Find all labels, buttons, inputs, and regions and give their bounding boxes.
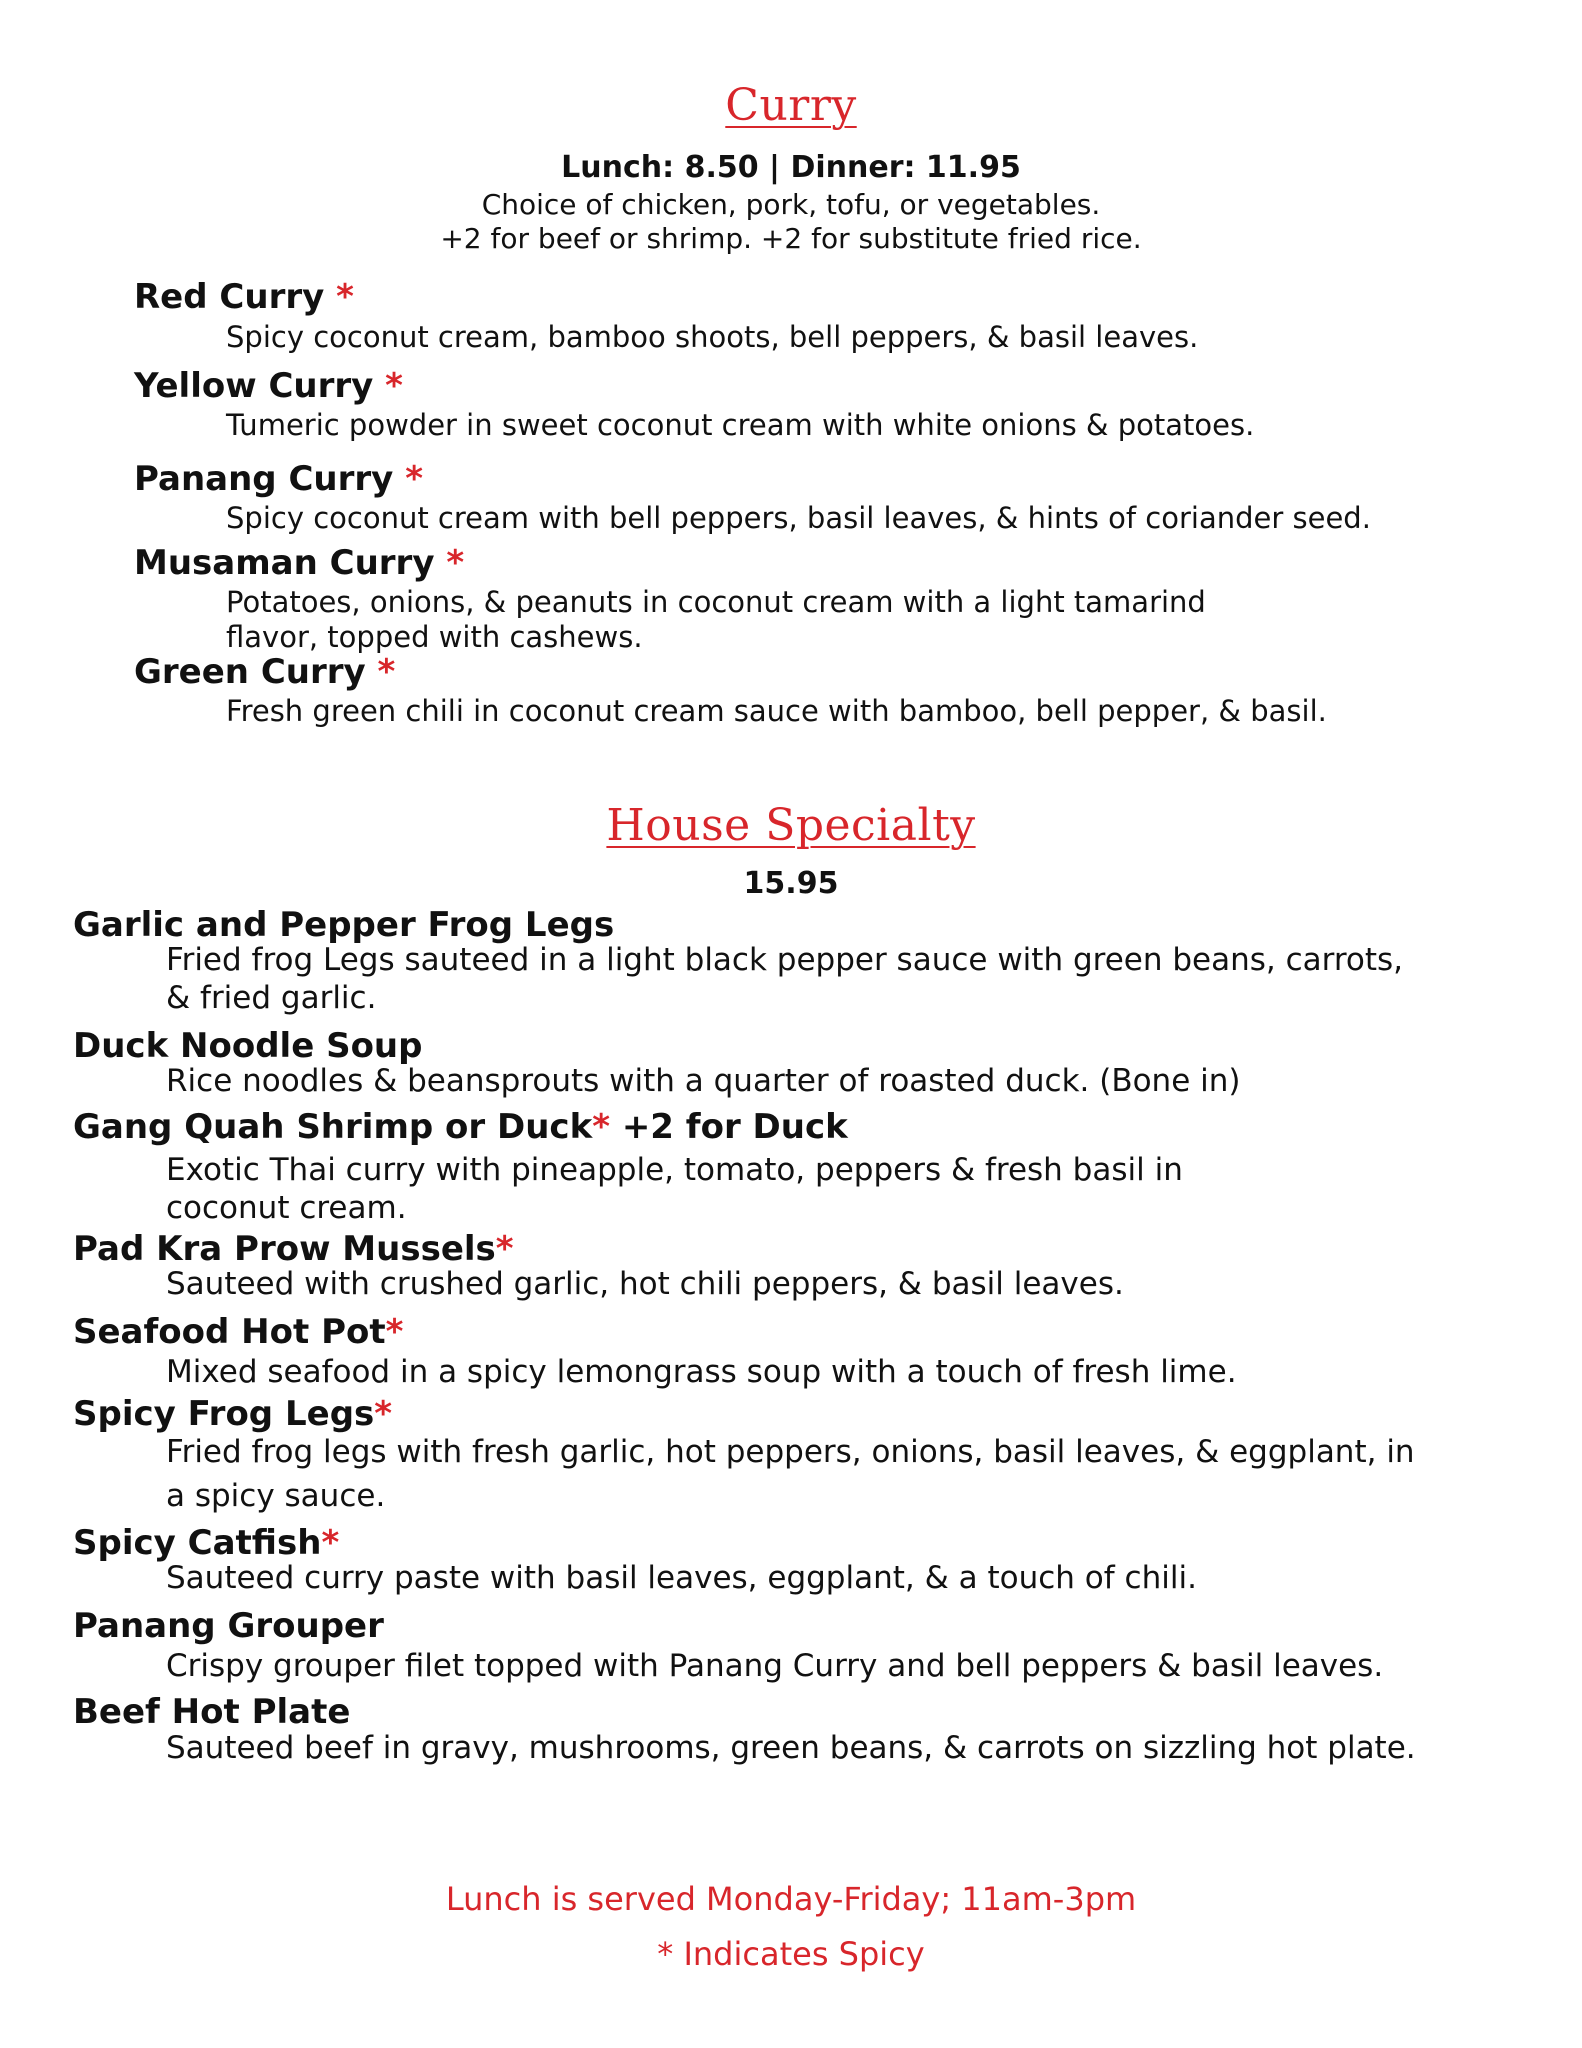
item-description: Fried frog Legs sauteed in a light black pepper sauce with green beans, carrots, [166,942,1404,978]
spicy-marker: * [374,1394,393,1434]
item-description: Fried frog legs with fresh garlic, hot peppers, onions, basil leaves, & eggplant, in [166,1434,1415,1470]
spicy-marker: * [336,277,354,317]
item-description: Crispy grouper filet topped with Panang Curry and bell peppers & basil leaves. [166,1648,1384,1684]
item-description: Potatoes, onions, & peanuts in coconut cream with a light tamarind [226,585,1206,619]
menu-item-panang-curry [134,459,423,499]
menu-item-duck-noodle-soup [73,1026,422,1066]
item-description: Fresh green chili in coconut cream sauce with bamboo, bell pepper, & basil. [226,694,1327,728]
house-specialty-price: 15.95 [743,866,839,901]
item-description-continued: coconut cream. [166,1190,407,1226]
menu-item-yellow-curry [134,366,403,406]
item-description: Sauteed beef in gravy, mushrooms, green beans, & carrots on sizzling hot plate. [166,1730,1416,1766]
spicy-marker: * [377,652,396,692]
spicy-legend: * Indicates Spicy [657,1935,925,1973]
item-name: Seafood Hot Pot [73,1312,386,1352]
item-name: Garlic and Pepper Frog Legs [73,905,615,945]
item-price-addon: +2 for Duck [609,1107,848,1147]
menu-item-spicy-frog-legs [73,1394,392,1434]
item-name: Gang Quah Shrimp or Duck [73,1107,593,1147]
spicy-marker: * [321,1523,340,1563]
item-name: Pad Kra Prow Mussels [73,1229,496,1269]
curry-section-title: Curry [725,80,857,131]
item-description-continued: a spicy sauce. [166,1478,386,1514]
item-name: Yellow Curry [134,366,374,406]
spicy-marker: * [405,459,423,499]
spicy-marker: * [446,543,465,583]
item-name: Panang Grouper [73,1606,384,1646]
item-name: Green Curry [134,652,366,692]
item-description: Sauteed curry paste with basil leaves, eggplant, & a touch of chili. [166,1560,1197,1596]
curry-choice-note: Choice of chicken, pork, tofu, or vegetables. [481,188,1101,221]
spicy-marker: * [592,1107,610,1147]
menu-item-panang-grouper [73,1606,384,1646]
curry-extras-note: +2 for beef or shrimp. +2 for substitute fried rice. [440,222,1142,255]
menu-item-gang-quah [73,1107,848,1147]
item-description: Tumeric powder in sweet coconut cream with white onions & potatoes. [226,408,1255,442]
menu-item-pad-kra-prow-mussels [73,1229,514,1269]
menu-item-green-curry [134,652,395,692]
menu-item-garlic-pepper-frog-legs [73,905,614,945]
curry-price: Lunch: 8.50 | Dinner: 11.95 [561,150,1021,185]
item-name: Duck Noodle Soup [73,1026,423,1066]
item-description-continued: & fried garlic. [166,980,377,1016]
item-name: Musaman Curry [134,543,435,583]
item-name: Spicy Catfish [73,1523,322,1563]
item-name: Beef Hot Plate [73,1692,351,1732]
house-specialty-section-title: House Specialty [606,800,976,851]
spicy-marker: * [385,366,403,406]
spicy-marker: * [385,1312,404,1352]
item-name: Panang Curry [134,459,394,499]
menu-item-beef-hot-plate [73,1692,350,1732]
lunch-hours-note: Lunch is served Monday-Friday; 11am-3pm [445,1880,1137,1918]
spicy-marker: * [495,1229,514,1269]
menu-item-musaman-curry [134,543,464,583]
item-name: Spicy Frog Legs [73,1394,375,1434]
menu-item-red-curry [134,277,354,317]
menu-item-seafood-hot-pot [73,1312,403,1352]
item-description: Spicy coconut cream, bamboo shoots, bell peppers, & basil leaves. [226,320,1199,354]
item-description: Spicy coconut cream with bell peppers, basil leaves, & hints of coriander seed. [226,501,1371,535]
item-description: Exotic Thai curry with pineapple, tomato, peppers & fresh basil in [166,1152,1183,1188]
menu-item-spicy-catfish [73,1523,339,1563]
item-description: Rice noodles & beansprouts with a quarter of roasted duck. (Bone in) [166,1063,1241,1099]
item-description: Sauteed with crushed garlic, hot chili peppers, & basil leaves. [166,1266,1124,1302]
item-name: Red Curry [134,277,325,317]
item-description-continued: flavor, topped with cashews. [226,620,643,654]
item-description: Mixed seafood in a spicy lemongrass soup with a touch of fresh lime. [166,1354,1237,1390]
